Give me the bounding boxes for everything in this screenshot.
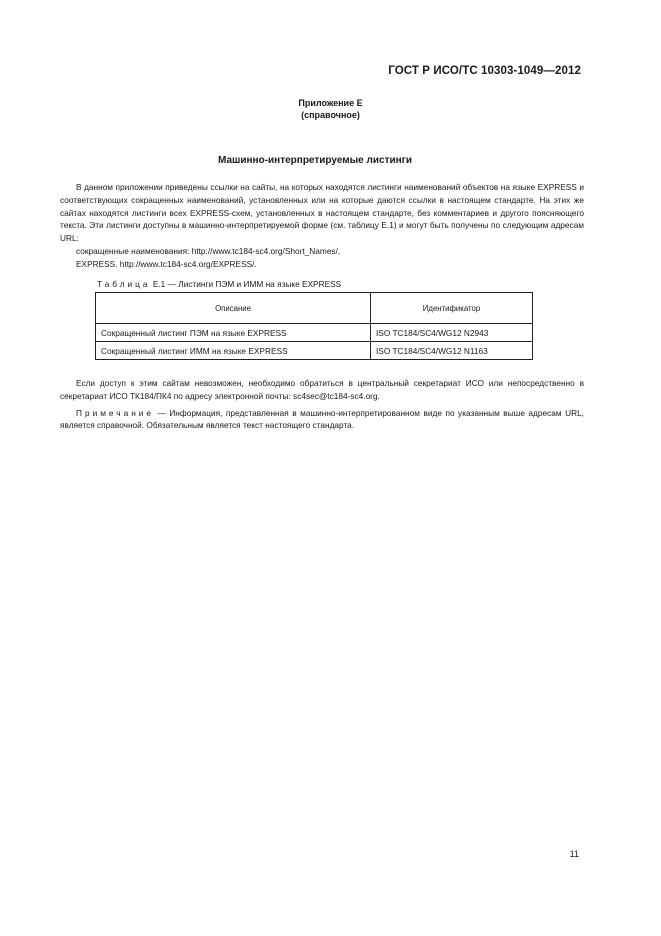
intro-block [60,181,584,271]
table-caption-label: Таблица [97,279,151,289]
appendix-subtitle: (справочное) [301,110,360,120]
listings-table [95,292,533,360]
contact-paragraph: Если доступ к этим сайтам невозможен, необходимо обратиться в центральный секретариат ИСО или непосредственно в секретариат ИСО ТК184/ПК4 по адресу электронной почты: sc4sec@tc184-sc4.org. [60,378,584,401]
standard-designation: ГОСТ Р ИСО/ТС 10303-1049—2012 [388,65,581,77]
page-number: 11 [569,849,579,859]
appendix-heading [0,97,661,121]
after-table-block [60,377,584,436]
cell-description: Сокращенный листинг ИММ на языке EXPRESS [96,342,371,360]
table-row [96,342,533,360]
cell-description: Сокращенный листинг ПЭМ на языке EXPRESS [96,324,371,342]
url-short-names: сокращенные наименования: http://www.tc184-sc4.org/Short_Names/, [76,245,341,256]
note-text: — Информация, представленная в машинно-интерпретированном виде по указанным выше адресам URL, является справочной. Обязательным является текст настоящего стандарта. [60,407,584,431]
header-description: Описание [96,293,371,324]
cell-identifier: ISO TC184/SC4/WG12 N1163 [371,342,533,360]
header-identifier: Идентификатор [371,293,533,324]
note-label: Примечание [76,407,155,418]
appendix-title: Приложение Е [298,98,363,108]
intro-paragraph: В данном приложении приведены ссылки на сайты, на которых находятся листинги наименований объектов на языке EXPRESS и соответствующих сокращенных наименований, установленных или на которые даются ссылки в настоящем стандарте. На этих же сайтах находятся листинги всех EXPRESS-схем, установленных в настоящем стандарте, без комментариев и другого поясняющего текста. Эти листинги доступны в машинно-интерпретируемой форме (см. таблицу Е.1) и могут быть получены по следующим адресам URL: [60,182,584,244]
url-express: EXPRESS. http://www.tc184-sc4.org/EXPRESS/. [76,258,257,269]
table-row [96,324,533,342]
table-header-row [96,293,533,324]
cell-identifier: ISO TC184/SC4/WG12 N2943 [371,324,533,342]
note-paragraph [60,407,584,433]
table-caption [97,279,341,289]
section-title: Машинно-интерпретируемые листинги [218,155,412,166]
table-caption-text: Е.1 — Листинги ПЭМ и ИММ на языке EXPRESS [152,279,342,289]
